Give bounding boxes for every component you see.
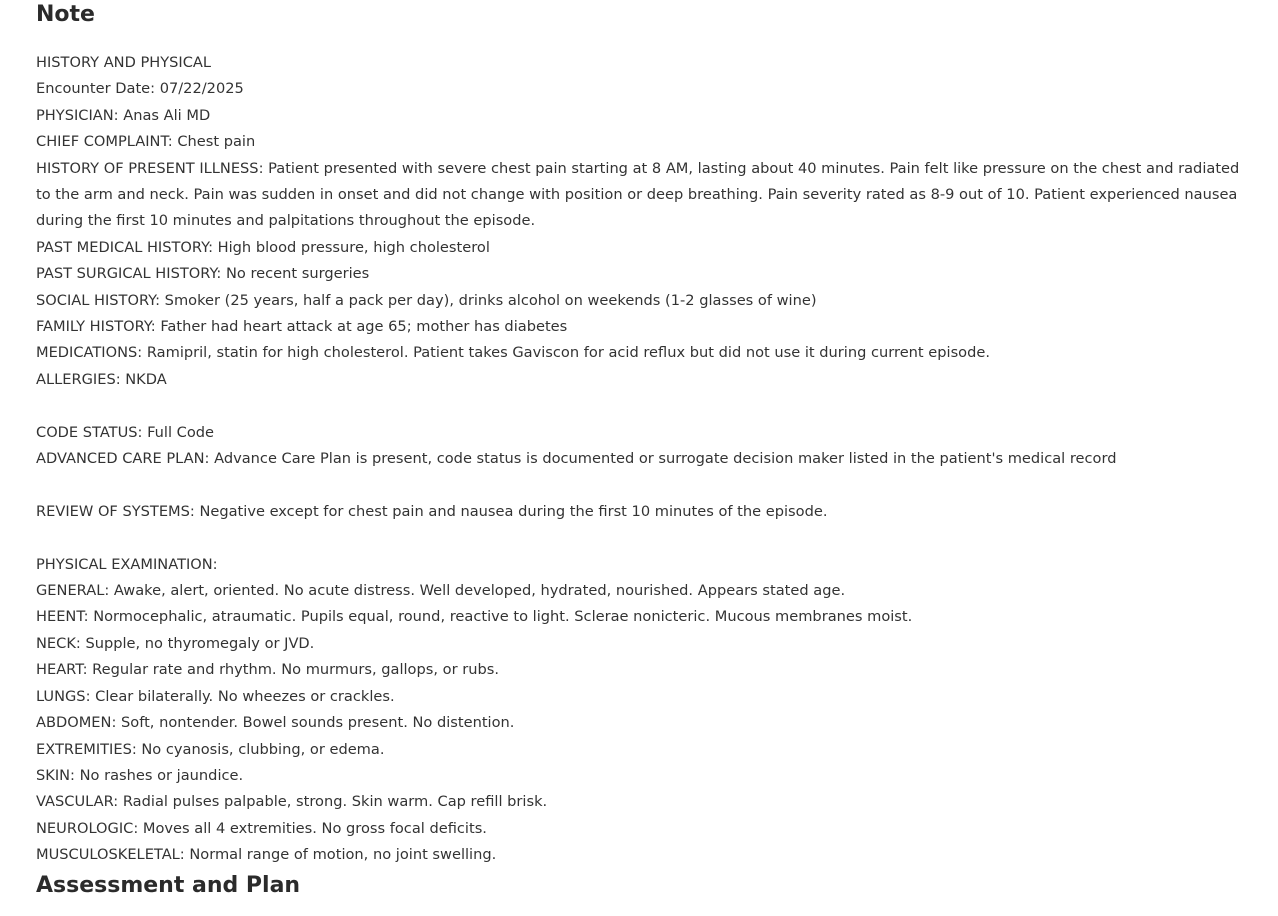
note-line: HISTORY AND PHYSICAL bbox=[36, 54, 212, 71]
note-line: PHYSICIAN: Anas Ali MD bbox=[36, 106, 211, 124]
note-line: EXTREMITIES: No cyanosis, clubbing, or edema. bbox=[36, 740, 385, 758]
note-line: LUNGS: Clear bilaterally. No wheezes or crackles. bbox=[36, 687, 395, 705]
note-line: PAST SURGICAL HISTORY: No recent surgeries bbox=[36, 265, 370, 283]
note-line: FAMILY HISTORY: Father had heart attack at age 65; mother has diabetes bbox=[36, 318, 568, 336]
note-line: Encounter Date: 07/22/2025 bbox=[36, 80, 244, 98]
note-line: REVIEW OF SYSTEMS: Negative except for chest pain and nausea during the first 10 minutes of the episode. bbox=[36, 502, 828, 520]
note-line: MEDICATIONS: Ramipril, statin for high cholesterol. Patient takes Gaviscon for acid reflux but did not use it during current episode. bbox=[36, 344, 990, 362]
note-line: PHYSICAL EXAMINATION: bbox=[36, 555, 218, 573]
note-line: HEART: Regular rate and rhythm. No murmurs, gallops, or rubs. bbox=[36, 661, 499, 679]
note-line: NEUROLOGIC: Moves all 4 extremities. No gross focal deficits. bbox=[36, 819, 487, 837]
note-line: ADVANCED CARE PLAN: Advance Care Plan is present, code status is documented or surrogate decision maker listed in the patient's medical record bbox=[36, 450, 1117, 468]
note-line: MUSCULOSKELETAL: Normal range of motion, no joint swelling. bbox=[36, 846, 497, 864]
note-line: ALLERGIES: NKDA bbox=[36, 370, 167, 388]
note-line: HEENT: Normocephalic, atraumatic. Pupils equal, round, reactive to light. Sclerae nonicteric. Mucous membranes moist. bbox=[36, 608, 913, 626]
assessment-plan-heading: Assessment and Plan bbox=[36, 872, 301, 898]
note-line: PAST MEDICAL HISTORY: High blood pressure, high cholesterol bbox=[36, 238, 490, 256]
note-body bbox=[36, 50, 1256, 869]
note-line: HISTORY OF PRESENT ILLNESS: Patient presented with severe chest pain starting at 8 AM, lasting about 40 minutes. Pain felt like pressure on the chest and radiated to the arm and neck. Pain was sudden in onset and did not change with position or deep breathing. Pain severity rated as 8-9 out of 10. Patient experienced nausea during the first 10 minutes and palpitations throughout the episode. bbox=[36, 159, 1240, 230]
note-line: VASCULAR: Radial pulses palpable, strong. Skin warm. Cap refill brisk. bbox=[36, 793, 548, 811]
blank-line bbox=[36, 472, 1256, 498]
note-line: GENERAL: Awake, alert, oriented. No acute distress. Well developed, hydrated, nourished. Appears stated age. bbox=[36, 582, 846, 600]
blank-line bbox=[36, 393, 1256, 419]
document-page bbox=[36, 0, 1256, 901]
note-line: CHIEF COMPLAINT: Chest pain bbox=[36, 133, 256, 151]
note-line: CODE STATUS: Full Code bbox=[36, 423, 215, 441]
note-line: NECK: Supple, no thyromegaly or JVD. bbox=[36, 634, 315, 652]
blank-line bbox=[36, 525, 1256, 551]
note-line: SKIN: No rashes or jaundice. bbox=[36, 766, 244, 784]
note-heading: Note bbox=[36, 2, 95, 27]
note-line: SOCIAL HISTORY: Smoker (25 years, half a pack per day), drinks alcohol on weekends (1-2 glasses of wine) bbox=[36, 291, 817, 309]
note-line: ABDOMEN: Soft, nontender. Bowel sounds present. No distention. bbox=[36, 714, 515, 732]
